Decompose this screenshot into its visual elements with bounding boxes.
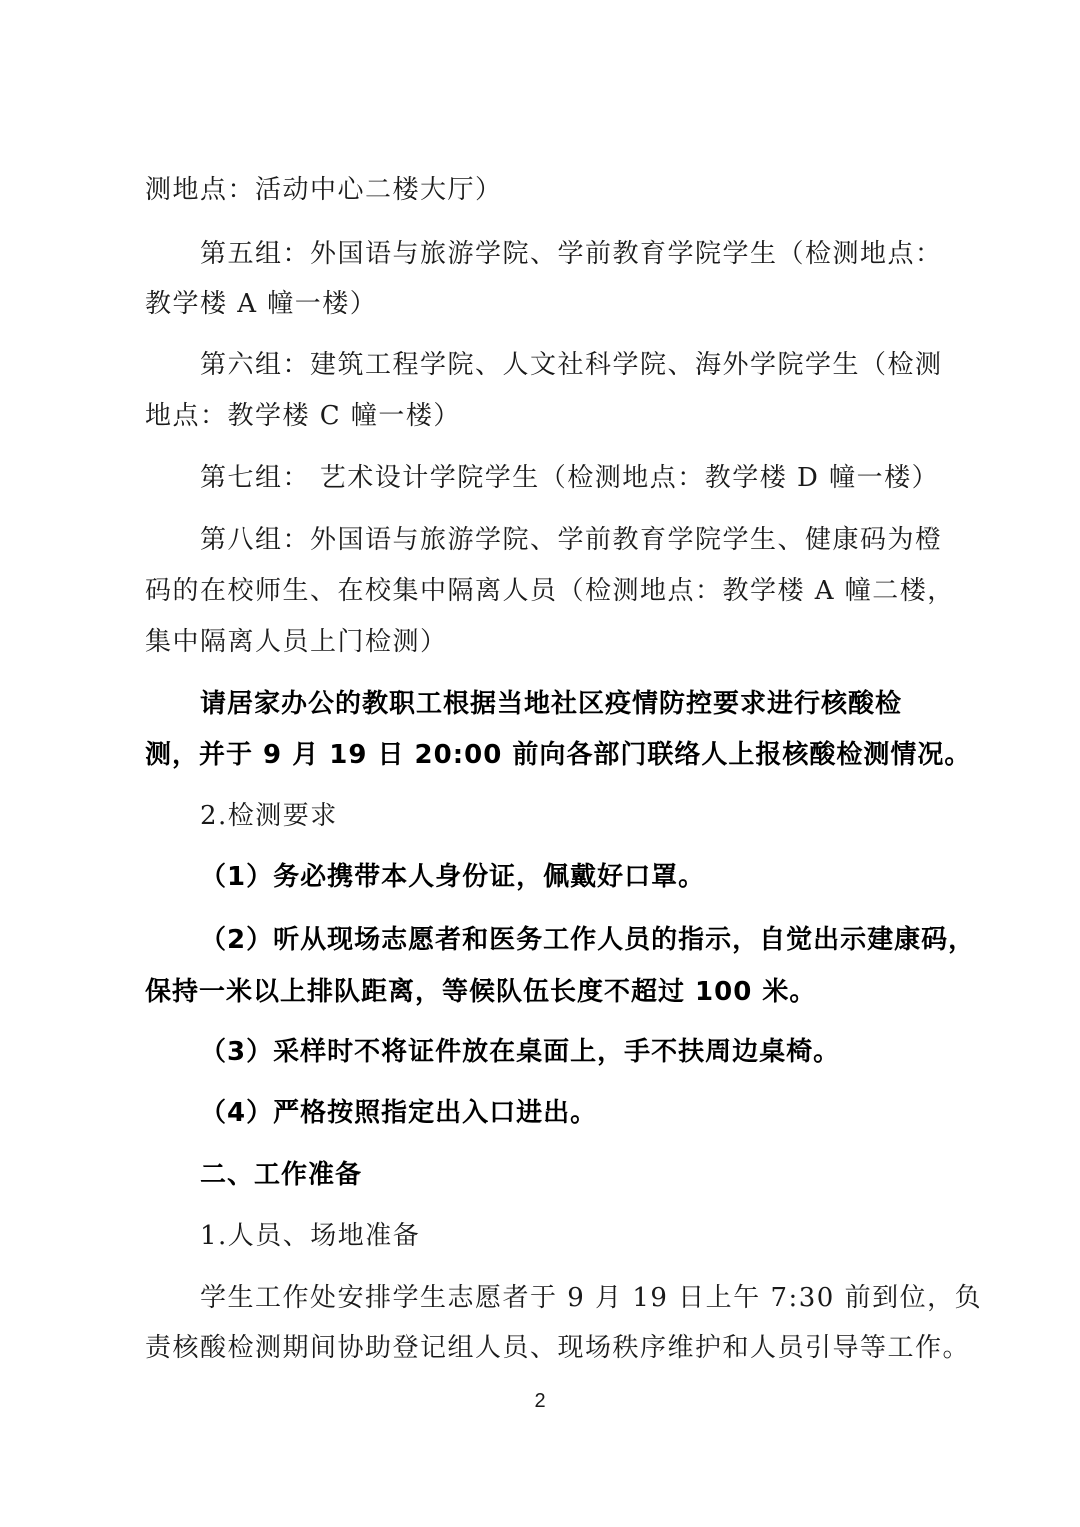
requirement-item: （2）听从现场志愿者和医务工作人员的指示，自觉出示建康码， bbox=[200, 925, 976, 955]
paragraph-line: 责核酸检测期间协助登记组人员、现场秩序维护和人员引导等工作。 bbox=[145, 1333, 971, 1363]
requirement-item: （4）严格按照指定出入口进出。 bbox=[200, 1098, 598, 1128]
requirement-item: （3）采样时不将证件放在桌面上，手不扶周边桌椅。 bbox=[200, 1037, 841, 1067]
group-six-line: 第六组：建筑工程学院、人文社科学院、海外学院学生（检测 bbox=[200, 350, 943, 380]
paragraph-line: 地点：教学楼 C 幢一楼） bbox=[145, 401, 461, 431]
requirement-item: （1）务必携带本人身份证，佩戴好口罩。 bbox=[200, 862, 706, 892]
paragraph-line: 学生工作处安排学生志愿者于 9 月 19 日上午 7:30 前到位，负 bbox=[200, 1283, 983, 1313]
paragraph-line: 集中隔离人员上门检测） bbox=[145, 627, 448, 657]
paragraph-line: 测地点：活动中心二楼大厅） bbox=[145, 175, 503, 205]
paragraph-line: 教学楼 A 幢一楼） bbox=[145, 289, 378, 319]
staff-notice-line: 请居家办公的教职工根据当地社区疫情防控要求进行核酸检 bbox=[200, 689, 903, 719]
group-seven-line: 第七组： 艺术设计学院学生（检测地点：教学楼 D 幢一楼） bbox=[200, 463, 940, 493]
page-number: 2 bbox=[534, 1390, 546, 1412]
requirement-item: 保持一米以上排队距离，等候队伍长度不超过 100 米。 bbox=[145, 977, 817, 1007]
section-heading: 2.检测要求 bbox=[200, 801, 338, 831]
section-heading: 1.人员、场地准备 bbox=[200, 1221, 421, 1251]
staff-notice-line: 测，并于 9 月 19 日 20:00 前向各部门联络人上报核酸检测情况。 bbox=[145, 740, 972, 770]
group-eight-line: 第八组：外国语与旅游学院、学前教育学院学生、健康码为橙 bbox=[200, 525, 943, 555]
group-five-line: 第五组：外国语与旅游学院、学前教育学院学生（检测地点： bbox=[200, 239, 943, 269]
chapter-heading: 二、工作准备 bbox=[200, 1160, 363, 1190]
paragraph-line: 码的在校师生、在校集中隔离人员（检测地点：教学楼 A 幢二楼， bbox=[145, 576, 955, 606]
